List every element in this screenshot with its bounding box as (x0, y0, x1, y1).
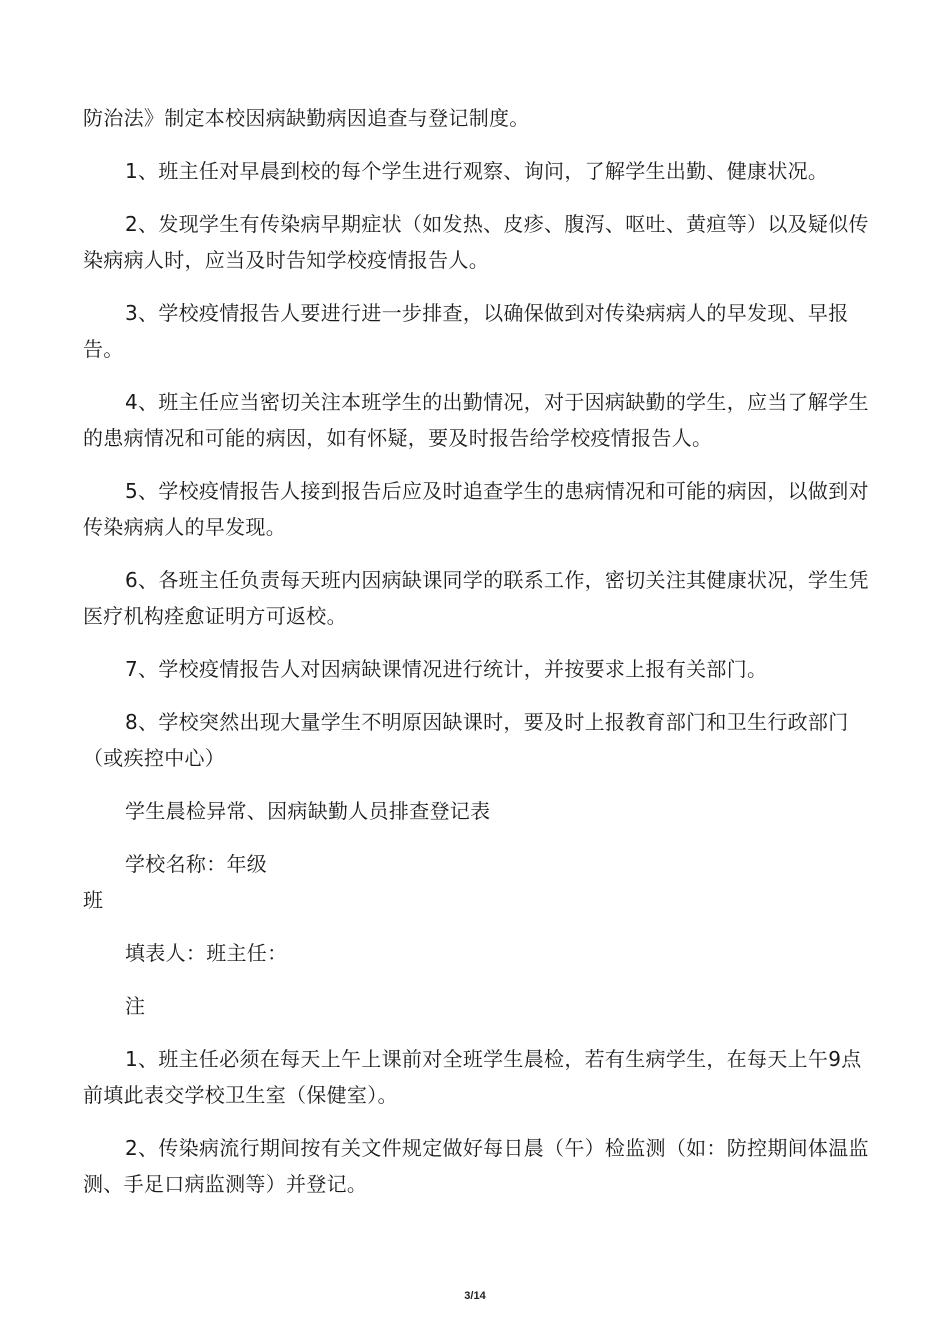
paragraph-item-6: 6、各班主任负责每天班内因病缺课同学的联系工作，密切关注其健康状况，学生凭医疗机构痊愈证明方可返校。 (83, 568, 869, 628)
class-line: 班 (83, 888, 104, 912)
document-body (83, 100, 873, 1202)
paragraph-item-8: 8、学校突然出现大量学生不明原因缺课时，要及时上报教育部门和卫生行政部门（或疾控中心） (83, 710, 849, 770)
paragraph-item-3: 3、学校疫情报告人要进行进一步排查，以确保做到对传染病病人的早发现、早报告。 (83, 301, 849, 361)
paragraph-item-4: 4、班主任应当密切关注本班学生的出勤情况，对于因病缺勤的学生，应当了解学生的患病情况和可能的病因，如有怀疑，要及时报告给学校疫情报告人。 (83, 390, 869, 450)
page-number: 3/14 (464, 1290, 486, 1302)
note-item-2: 2、传染病流行期间按有关文件规定做好每日晨（午）检监测（如：防控期间体温监测、手足口病监测等）并登记。 (83, 1136, 869, 1196)
form-title: 学生晨检异常、因病缺勤人员排查登记表 (125, 799, 491, 823)
filler-teacher-line: 填表人：班主任： (125, 941, 288, 965)
paragraph-item-7: 7、学校疫情报告人对因病缺课情况进行统计，并按要求上报有关部门。 (125, 657, 768, 681)
paragraph-item-1: 1、班主任对早晨到校的每个学生进行观察、询问，了解学生出勤、健康状况。 (125, 159, 829, 183)
paragraph-item-2: 2、发现学生有传染病早期症状（如发热、皮疹、腹泻、呕吐、黄疸等）以及疑似传染病病人时，应当及时告知学校疫情报告人。 (83, 212, 869, 272)
paragraph-intro-continuation: 防治法》制定本校因病缺勤病因追查与登记制度。 (83, 106, 530, 130)
note-item-1: 1、班主任必须在每天上午上课前对全班学生晨检，若有生病学生，在每天上午9点前填此表交学校卫生室（保健室）。 (83, 1047, 862, 1107)
school-name-grade-line: 学校名称：年级 (125, 852, 268, 876)
paragraph-item-5: 5、学校疫情报告人接到报告后应及时追查学生的患病情况和可能的病因，以做到对传染病病人的早发现。 (83, 479, 869, 539)
note-heading: 注 (125, 994, 146, 1018)
